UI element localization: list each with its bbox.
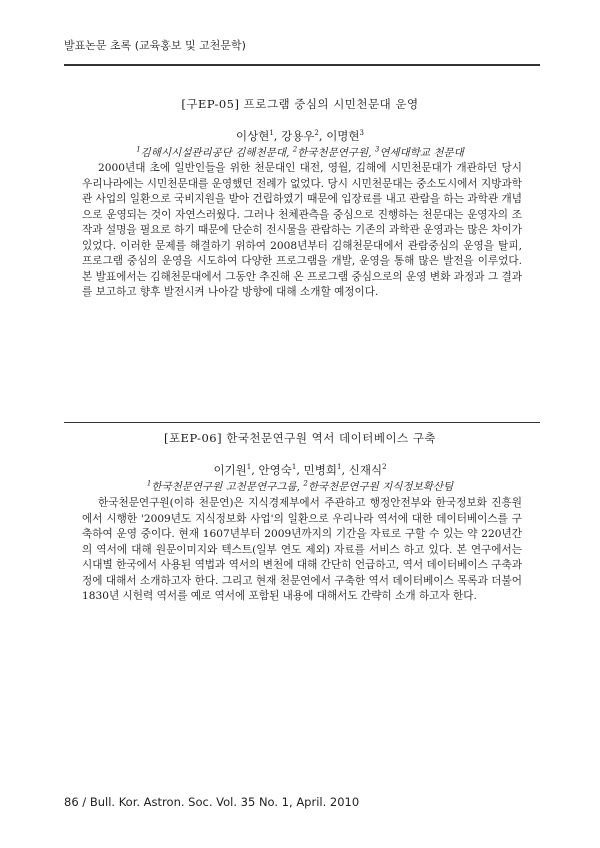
author-name: 이상현 <box>235 129 270 143</box>
list-separator: , <box>286 147 293 159</box>
author-affiliation-number: 1 <box>269 129 274 138</box>
running-header: 발표논문 초록 (교육홍보 및 고천문학) <box>64 39 246 52</box>
author-affiliation-number: 1 <box>336 463 342 472</box>
author-name: 이기원 <box>213 463 247 477</box>
section-divider <box>64 422 540 423</box>
affiliation-number: 1 <box>146 479 152 488</box>
abstract-2-title: [포EP-06] 한국천문연구원 역서 데이터베이스 구축 <box>163 431 437 445</box>
list-separator: , <box>296 481 304 493</box>
list-separator: , <box>318 129 327 143</box>
author-affiliation-number: 3 <box>359 129 364 138</box>
author-affiliation-number: 1 <box>246 463 252 472</box>
author-affiliation-number: 1 <box>291 463 297 472</box>
abstract-1-body: 2000년대 초에 일반인들을 위한 천문대인 대전, 영월, 김해에 시민천문대가 개관하던 당시 우리나라에는 시민천문대를 운영했던 전례가 없었다. 당시 시민천문대는 중소도시에서 지방과학관 사업의 일환으로 국비지원을 받아 건립하였기 때문에 입장료를 내고 관람을 하는 과학관 개념으로 운영되는 것이 자연스러웠다. 그러나 천체관측을 중심으로 진행하는 천문대는 운영자의 조작과 설명을 필요로 하기 때문에 단순히 전시물을 관람하는 기존의 과학관 운영과는 많은 차이가 있었다. 이러한 문제를 해결하기 위하여 2008년부터 김해천문대에서 관람중심의 운영을 탈피, 프로그램 중심의 운영을 시도하여 다양한 프로그램을 개발, 운영을 통해 많은 발전을 이루었다. 본 발표에서는 김해천문대에서 그동안 추진해 온 프로그램 중심으로의 운영 변화 과정과 그 결과를 보고하고 향후 발전시켜 나아갈 방향에 대해 소개할 예정이다. <box>82 162 522 298</box>
author-name: 강용우 <box>281 129 315 143</box>
affiliation-number: 1 <box>136 145 141 154</box>
abstract-1-title: [구EP-05] 프로그램 중심의 시민천문대 운영 <box>181 97 419 111</box>
author-name: 신재식 <box>348 463 383 477</box>
affiliation-number: 2 <box>303 479 308 488</box>
author-name: 이명현 <box>326 129 360 143</box>
author-affiliation-number: 2 <box>314 129 319 138</box>
author-name: 민병희 <box>303 463 337 477</box>
affiliation-name: 한국천문연구원 고천문연구그룹 <box>151 481 297 493</box>
affiliation-number: 3 <box>374 145 380 154</box>
affiliation-name: 연세대학교 천문대 <box>379 147 464 159</box>
abstract-2-authors <box>0 462 600 478</box>
author-affiliation-number: 2 <box>382 463 387 472</box>
abstract-2-body: 한국천문연구원(이하 천문연)은 지식경제부에서 주관하고 행정안전부와 한국정보화 진흥원에서 시행한 '2009년도 지식정보화 사업'의 일환으로 우리나라 역서에 대한 데이터베이스를 구축하여 운영 중이다. 현재 1607년부터 2009년까지의 기간을 자료로 구할 수 있는 약 220년간의 역서에 대해 원문이미지와 텍스트(일부 연도 제외) 자료를 서비스 하고 있다. 본 연구에서는 시대별 한국에서 사용된 역법과 역서의 변천에 대해 간단히 언급하고, 역서 데이터베이스 구축과정에 대해서 소개하고자 한다. 그리고 현재 천문연에서 구축한 역서 데이터베이스 목록과 더불어 1830년 시헌력 역서를 예로 역서에 포함된 내용에 대해서도 간략히 소개 하고자 한다. <box>82 497 522 602</box>
list-separator: , <box>368 147 375 159</box>
abstract-1-affiliations <box>0 145 600 160</box>
affiliation-name: 김해시시설관리공단 김해천문대 <box>140 147 286 159</box>
abstract-2-affiliations <box>0 479 600 494</box>
affiliation-name: 한국천문연구원 <box>297 147 369 159</box>
list-separator: , <box>341 463 349 477</box>
affiliation-name: 한국천문연구원 지식정보확산팀 <box>307 481 454 493</box>
header-rule <box>64 64 540 66</box>
affiliation-number: 2 <box>292 145 298 154</box>
list-separator: , <box>296 463 304 477</box>
list-separator: , <box>251 463 259 477</box>
page-footer: 86 / Bull. Kor. Astron. Soc. Vol. 35 No. 1, April. 2010 <box>64 795 360 809</box>
abstract-1-authors <box>0 128 600 144</box>
author-name: 안영숙 <box>258 463 292 477</box>
list-separator: , <box>273 129 282 143</box>
